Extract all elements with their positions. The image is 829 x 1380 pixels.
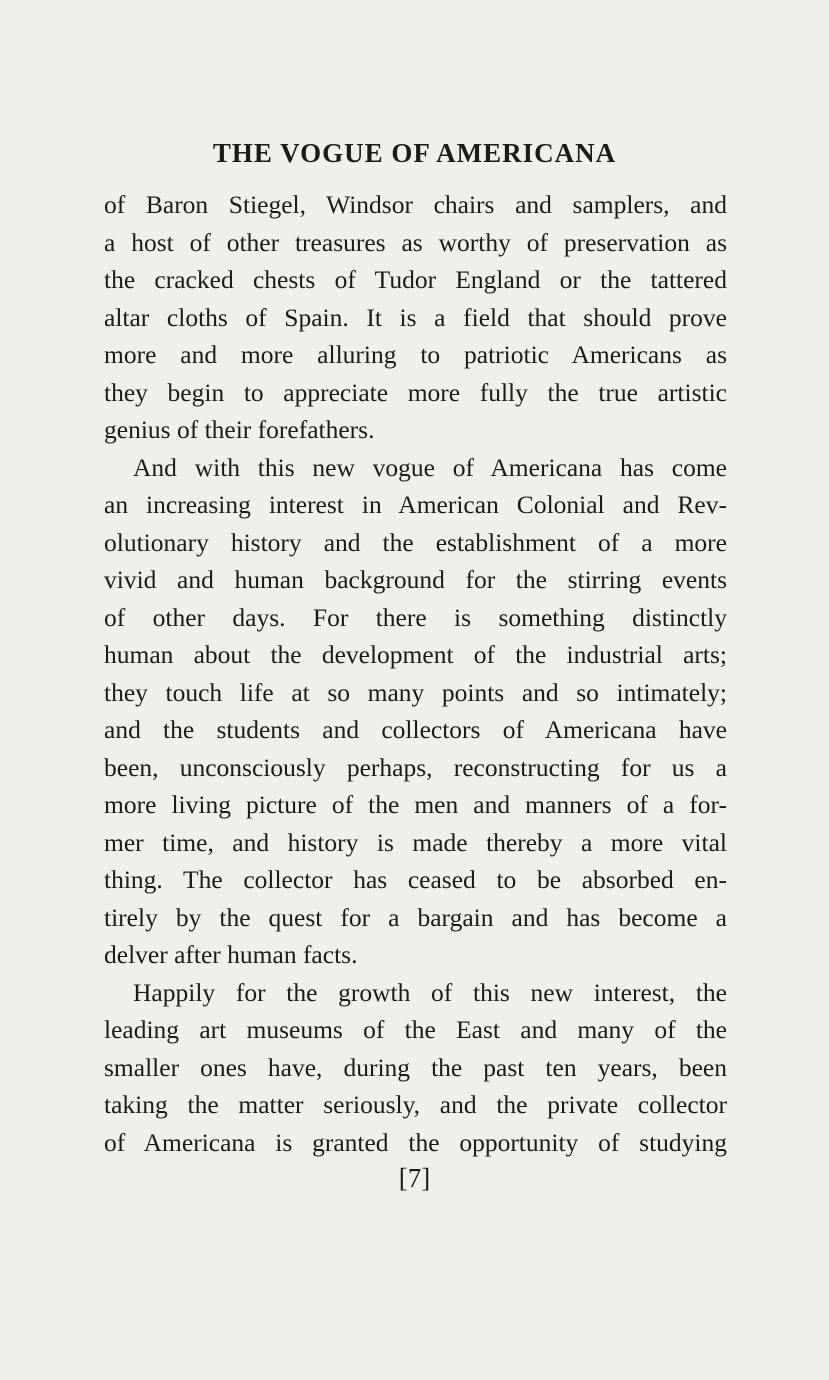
text-line: more and more alluring to patriotic Americans as: [104, 340, 727, 369]
text-line: an increasing interest in American Colonial and Rev-: [104, 490, 727, 519]
text-line: the cracked chests of Tudor England or the tattered: [104, 265, 727, 294]
paragraph-3: [104, 974, 727, 1162]
text-line: altar cloths of Spain. It is a field that should prove: [104, 302, 727, 332]
text-line: they begin to appreciate more fully the true artistic: [104, 377, 727, 407]
text-line: a host of other treasures as worthy of preservation as: [104, 227, 727, 257]
text-line: thing. The collector has ceased to be absorbed en-: [104, 865, 727, 894]
paragraph-2: [104, 449, 727, 974]
running-head: THE VOGUE OF AMERICANA: [212, 138, 617, 168]
text-line: been, unconsciously perhaps, reconstructing for us a: [104, 752, 727, 782]
text-line: vivid and human background for the stirring events: [104, 565, 727, 594]
text-line: mer time, and history is made thereby a more vital: [104, 827, 727, 857]
page-number: [7]: [398, 1163, 431, 1193]
text-line: of Baron Stiegel, Windsor chairs and samplers, and: [104, 190, 727, 219]
text-line: of Americana is granted the opportunity of studying: [104, 1127, 727, 1157]
text-line: And with this new vogue of Americana has come: [133, 452, 727, 482]
text-line: tirely by the quest for a bargain and has become a: [104, 902, 727, 932]
text-line: smaller ones have, during the past ten years, been: [104, 1052, 727, 1082]
paragraph-1: [104, 186, 727, 449]
body-text: [104, 186, 727, 1161]
text-line: delver after human facts.: [104, 940, 358, 969]
text-line: of other days. For there is something distinctly: [104, 602, 727, 632]
text-line: they touch life at so many points and so intimately;: [104, 677, 727, 707]
text-line: Happily for the growth of this new interest, the: [133, 977, 727, 1007]
text-line: taking the matter seriously, and the private collector: [104, 1090, 727, 1119]
text-line: genius of their forefathers.: [104, 415, 375, 444]
text-line: and the students and collectors of Americana have: [104, 715, 727, 744]
text-line: human about the development of the industrial arts;: [104, 640, 727, 669]
text-line: leading art museums of the East and many of the: [104, 1015, 727, 1044]
text-line: olutionary history and the establishment of a more: [104, 527, 727, 557]
text-line: more living picture of the men and manners of a for-: [104, 790, 727, 819]
